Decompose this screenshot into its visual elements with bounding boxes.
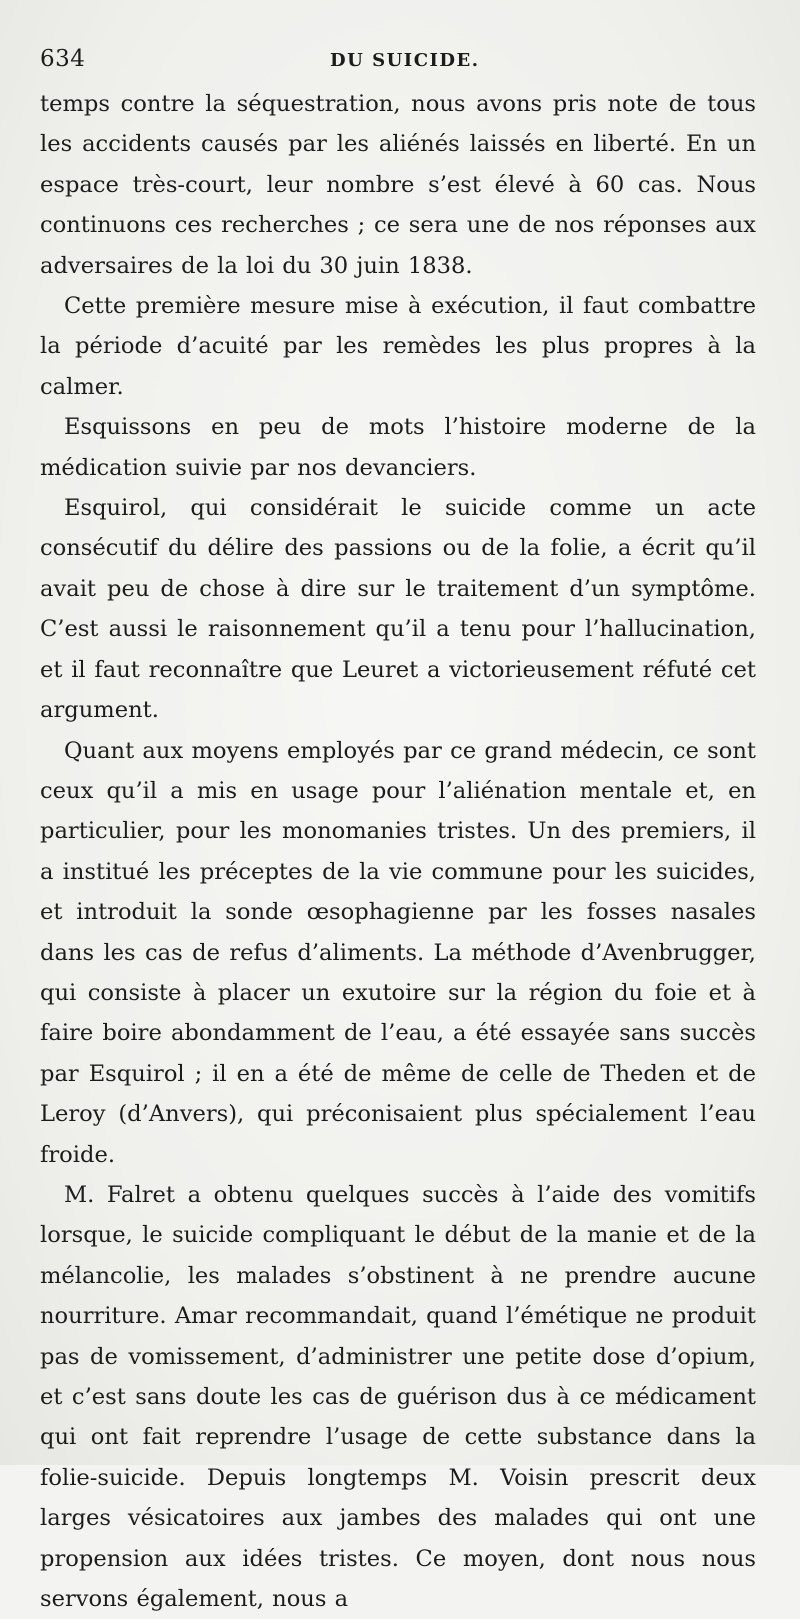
paragraph: Esquirol, qui considérait le suicide comme un acte consécutif du délire des passions ou de la folie, a écrit qu’il avait peu de chose à dire sur le traitement d’un symptôme. C’est aussi le raisonnement qu’il a tenu pour l’hallucination, et il faut reconnaître que Leuret a victorieusement réfuté cet argument. — [40, 495, 756, 724]
body-text — [40, 84, 756, 1619]
page-number: 634 — [40, 46, 86, 72]
paragraph: Quant aux moyens employés par ce grand médecin, ce sont ceux qu’il a mis en usage pour l’aliénation mentale et, en particulier, pour les monomanies tristes. Un des premiers, il a institué les préceptes de la vie commune pour les suicides, et introduit la sonde œsophagienne par les fosses nasales dans les cas de refus d’aliments. La méthode d’Avenbrugger, qui consiste à placer un exutoire sur la région du foie et à faire boire abondamment de l’eau, a été essayée sans succès par Esquirol ; il en a été de même de celle de Theden et de Leroy (d’Anvers), qui préconisaient plus spécialement l’eau froide. — [40, 737, 756, 1168]
paragraph-continued: temps contre la séquestration, nous avons pris note de tous les accidents causés par les aliénés laissés en liberté. En un espace très-court, leur nombre s’est élevé à 60 cas. Nous continuons ces recherches ; ce sera une de nos réponses aux adversaires de la loi du 30 juin 1838. — [40, 91, 756, 279]
paragraph: M. Falret a obtenu quelques succès à l’aide des vomitifs lorsque, le suicide compliquant le début de la manie et de la mélancolie, les malades s’obstinent à ne prendre aucune nourriture. Amar recommandait, quand l’émétique ne produit pas de vomissement, d’administrer une petite dose d’opium, et c’est sans doute les cas de guérison dus à ce médicament qui ont fait reprendre l’usage de cette substance dans la folie-suicide. Depuis longtemps M. Voisin prescrit deux larges vésicatoires aux jambes des malades qui ont une propension aux idées tristes. Ce moyen, dont nous nous servons également, nous a — [40, 1181, 756, 1613]
page-header — [40, 46, 752, 80]
running-title: DU SUICIDE. — [330, 50, 480, 71]
paragraph: Esquissons en peu de mots l’histoire moderne de la médication suivie par nos devanciers. — [40, 414, 756, 481]
paragraph: Cette première mesure mise à exécution, il faut combattre la période d’acuité par les remèdes les plus propres à la calmer. — [40, 293, 756, 400]
